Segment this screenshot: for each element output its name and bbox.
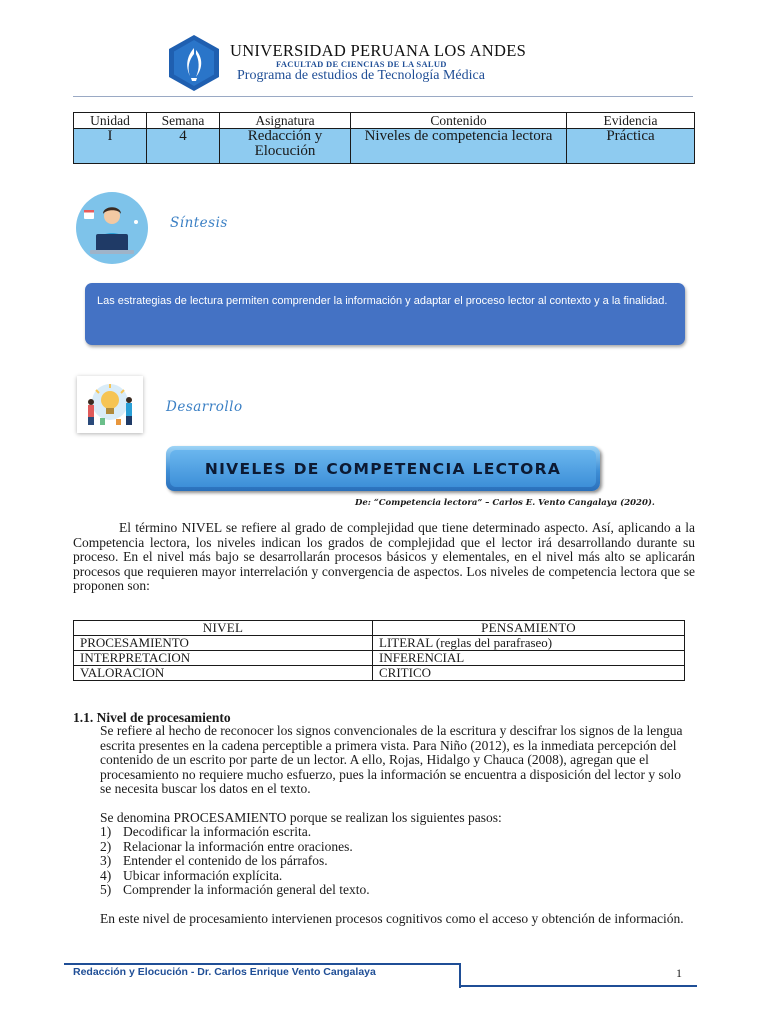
nivel-cell: PROCESAMIENTO bbox=[74, 636, 373, 651]
col-contenido-header: Contenido bbox=[351, 113, 567, 129]
program-name: Programa de estudios de Tecnología Médica bbox=[237, 68, 485, 83]
list-item: 2) Relacionar la información entre oraciones. bbox=[100, 838, 353, 854]
table-row bbox=[74, 636, 685, 651]
person-at-laptop-icon bbox=[76, 192, 148, 264]
cell-asignatura: Redacción y Elocución bbox=[220, 129, 351, 164]
list-item: 1) Decodificar la información escrita. bbox=[100, 824, 312, 839]
section-1-1-heading: 1.1. Nivel de procesamiento bbox=[73, 710, 231, 725]
team-lightbulb-icon bbox=[77, 376, 143, 433]
table-row bbox=[74, 666, 685, 681]
topic-banner bbox=[166, 446, 600, 491]
desarrollo-heading: Desarrollo bbox=[166, 399, 243, 415]
nivel-header: NIVEL bbox=[74, 621, 373, 636]
university-logo bbox=[165, 34, 223, 92]
source-citation: De: “Competencia lectora” – Carlos E. Vento Cangalaya (2020). bbox=[355, 498, 655, 508]
table-row bbox=[74, 651, 685, 666]
section-1-1-paragraph-2: Se denomina PROCESAMIENTO porque se realizan los siguientes pasos: bbox=[100, 809, 502, 825]
section-1-1-body bbox=[100, 724, 694, 926]
col-evidencia-header: Evidencia bbox=[567, 113, 695, 129]
niveles-table bbox=[73, 620, 685, 681]
footer-text: Redacción y Elocución - Dr. Carlos Enrique Vento Cangalaya bbox=[73, 966, 376, 978]
list-item: 5) Comprender la información general del texto. bbox=[100, 882, 370, 897]
faculty-name: FACULTAD DE CIENCIAS DE LA SALUD bbox=[276, 59, 447, 69]
cell-unidad: I bbox=[74, 129, 147, 164]
list-item: 3) Entender el contenido de los párrafos. bbox=[100, 853, 328, 868]
section-1-1-paragraph-1: Se refiere al hecho de reconocer los signos convencionales de la escritura y descifrar los signos de la lengua escrita presentes en la cadena perceptible a primera vista. Para Niño (2012), es la inmediata percepción del contenido de un escrito por parte de un lector. A ello, Rojas, Hidalgo y Chauca (2008), agregan que el procesamiento no requiere mucho esfuerzo, pues la información se encuentra a disposición del lector y solo se necesita buscar los datos en el texto. bbox=[100, 723, 683, 796]
pensamiento-cell: INFERENCIAL bbox=[373, 651, 685, 666]
steps-list bbox=[100, 825, 694, 898]
footer-rule bbox=[459, 985, 697, 987]
intro-paragraph bbox=[73, 521, 695, 594]
intro-text: El término NIVEL se refiere al grado de complejidad que tiene determinado aspecto. Así, aplicando a la Competencia lectora, los niveles indican los grados de complejidad que el lector irá desarrollando durante su proceso. En el nivel más bajo se desarrollarán procesos básicos y elementales, en el nivel más alto se aplicarán procesos que requieren mayor interrelación y convergencia de aspectos. Los niveles de competencia lectora que se proponen son: bbox=[73, 520, 695, 593]
sintesis-box bbox=[85, 283, 685, 345]
section-1-1-paragraph-3: En este nivel de procesamiento intervienen procesos cognitivos como el acceso y obtención de información. bbox=[100, 910, 684, 926]
sintesis-heading: Síntesis bbox=[170, 215, 228, 231]
cell-contenido: Niveles de competencia lectora bbox=[351, 129, 567, 164]
col-semana-header: Semana bbox=[147, 113, 220, 129]
course-info-table bbox=[73, 112, 695, 164]
nivel-cell: VALORACION bbox=[74, 666, 373, 681]
pensamiento-cell: CRITICO bbox=[373, 666, 685, 681]
page-number: 1 bbox=[676, 966, 682, 980]
sintesis-text: Las estrategias de lectura permiten comprender la información y adaptar el proceso lector al contexto y a la finalidad. bbox=[97, 295, 668, 307]
pensamiento-cell: LITERAL (reglas del parafraseo) bbox=[373, 636, 685, 651]
nivel-cell: INTERPRETACION bbox=[74, 651, 373, 666]
cell-evidencia: Práctica bbox=[567, 129, 695, 164]
list-item: 4) Ubicar información explícita. bbox=[100, 867, 283, 883]
col-unidad-header: Unidad bbox=[74, 113, 147, 129]
header-divider bbox=[73, 96, 693, 97]
col-asignatura-header: Asignatura bbox=[220, 113, 351, 129]
cell-semana: 4 bbox=[147, 129, 220, 164]
pensamiento-header: PENSAMIENTO bbox=[373, 621, 685, 636]
university-name: UNIVERSIDAD PERUANA LOS ANDES bbox=[230, 41, 527, 60]
banner-title: NIVELES DE COMPETENCIA LECTORA bbox=[204, 459, 562, 478]
